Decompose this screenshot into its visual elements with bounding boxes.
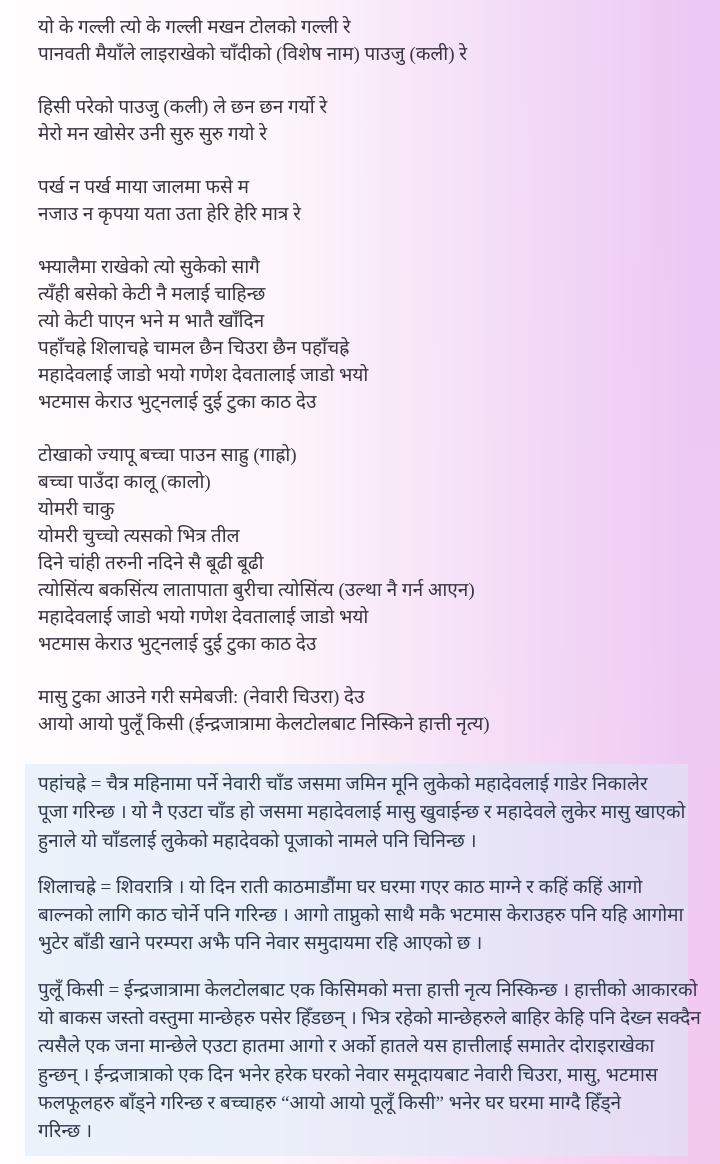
poem-stanza — [38, 94, 720, 148]
verse-line: महादेवलाई जाडो भयो गणेश देवतालाई जाडो भयो — [38, 365, 369, 386]
glossary-paragraph — [38, 874, 684, 959]
verse-line: भटमास केराउ भुट्नलाई दुई टुका काठ देउ — [38, 392, 317, 413]
verse-line: दिने चांही तरुनी नदिने सै बूढी बूढी — [38, 553, 264, 574]
glossary-paragraph — [38, 977, 701, 1147]
glossary-line: यो बाकस जस्तो वस्तुमा मान्छेहरु पसेर हिँडछन् । भित्र रहेको मान्छेहरुले बाहिर केहि पनि देख्न सक्दैन — [38, 1008, 701, 1030]
glossary-line: पहांचह्रे = चैत्र महिनामा पर्ने नेवारी चाँड जसमा जमिन मूनि लुकेको महादेवलाई गाडेर निकालेर — [38, 774, 648, 795]
glossary-paragraph — [38, 771, 686, 856]
glossary-line: गरिन्छ । — [38, 1121, 93, 1143]
verse-line: योमरी चुच्चो त्यसको भित्र तील — [38, 526, 240, 547]
verse-line: त्योसिंत्य बकसिंत्य लातापाता बुरीचा त्योसिंत्य (उल्था नै गर्न आएन) — [38, 580, 475, 601]
verse-line: आयो आयो पुलूँ किसी (ईन्द्रजात्रामा केलटोलबाट निस्किने हात्ती नृत्य) — [38, 714, 490, 735]
glossary-line: फलफूलहरु बाँड्ने गरिन्छ र बच्चाहरु “आयो आयो पूलूँ किसी” भनेर घर घरमा माग्दै हिँड्ने — [38, 1092, 622, 1114]
glossary-line: पूजा गरिन्छ । यो नै एउटा चाँड हो जसमा महादेवलाई मासु खुवाईन्छ र महादेवले लुकेर मासु खाएको — [38, 802, 686, 824]
verse-line: भटमास केराउ भुट्नलाई दुई टुका काठ देउ — [38, 634, 317, 655]
verse-line: मेरो मन खोसेर उनी सुरु सुरु गयो रे — [38, 124, 267, 145]
glossary-line: पुलूँ किसी = ईन्द्रजात्रामा केलटोलबाट एक किसिमको मत्ता हात्ती नृत्य निस्किन्छ । हात्तीको आकारको — [38, 979, 698, 1001]
verse-line: बच्चा पाउँदा कालू (कालो) — [38, 472, 211, 493]
verse-line: हिसी परेको पाउजु (कली) ले छन छन गर्यो रे — [38, 97, 328, 118]
verse-line: पहाँचह्रे शिलाचह्रे चामल छैन चिउरा छैन पहाँचह्रे — [38, 338, 350, 359]
verse-line: टोखाको ज्यापू बच्चा पाउन साह्रु (गाह्रो) — [38, 445, 297, 466]
verse-line: झ्यालैमा राखेको त्यो सुकेको सागै — [38, 257, 260, 278]
verse-line: योमरी चाकु — [38, 499, 115, 520]
verse-line: त्यो केटी पाएन भने म भातै खाँदिन — [38, 311, 265, 332]
glossary-line: भुटेर बाँडी खाने परम्परा अझै पनि नेवार समुदायमा रहि आएको छ । — [38, 933, 483, 955]
poem-stanza — [38, 442, 720, 658]
verse-line: नजाउ न कृपया यता उता हेरि हेरि मात्र रे — [38, 204, 301, 225]
verse-line: मासु टुका आउने गरी समेबजी: (नेवारी चिउरा) देउ — [38, 687, 365, 708]
poem-stanza — [38, 14, 720, 68]
glossary-line: हुन्छन् । ईन्द्रजात्राको एक दिन भनेर हरेक घरको नेवार समूदायबाट नेवारी चिउरा, मासु, भटमास — [38, 1064, 658, 1086]
poem-stanza — [38, 174, 720, 228]
verse-line: यो के गल्ली त्यो के गल्ली मखन टोलको गल्ली रे — [38, 17, 351, 38]
verse-line: पानवती मैयाँले लाइराखेको चाँदीको (विशेष नाम) पाउजु (कली) रे — [38, 44, 468, 65]
verse-line: महादेवलाई जाडो भयो गणेश देवतालाई जाडो भयो — [38, 607, 369, 628]
verse-line: त्यँही बसेको केटी नै मलाई चाहिन्छ — [38, 284, 266, 305]
glossary-line: शिलाचह्रे = शिवरात्रि । यो दिन राती काठमाडौंमा घर घरमा गएर काठ माग्ने र कहिं कहिं आगो — [38, 876, 643, 898]
glossary-line: त्यसैले एक जना मान्छेले एउटा हातमा आगो र अर्को हातले यस हात्तीलाई समातेर दोराइराखेका — [38, 1036, 655, 1058]
glossary-line: बाल्नको लागि काठ चोर्ने पनि गरिन्छ । आगो ताप्नुको साथै मकै भटमास केराउहरु पनि यहि आगोमा — [38, 905, 684, 927]
poem-stanza — [38, 254, 720, 416]
glossary-line: हुनाले यो चाँडलाई लुकेको महादेवको पूजाको नामले पनि चिनिन्छ । — [38, 830, 477, 852]
glossary-box — [25, 764, 701, 1156]
verse-line: पर्ख न पर्ख माया जालमा फसे म — [38, 177, 249, 198]
poem-stanza — [38, 684, 720, 738]
